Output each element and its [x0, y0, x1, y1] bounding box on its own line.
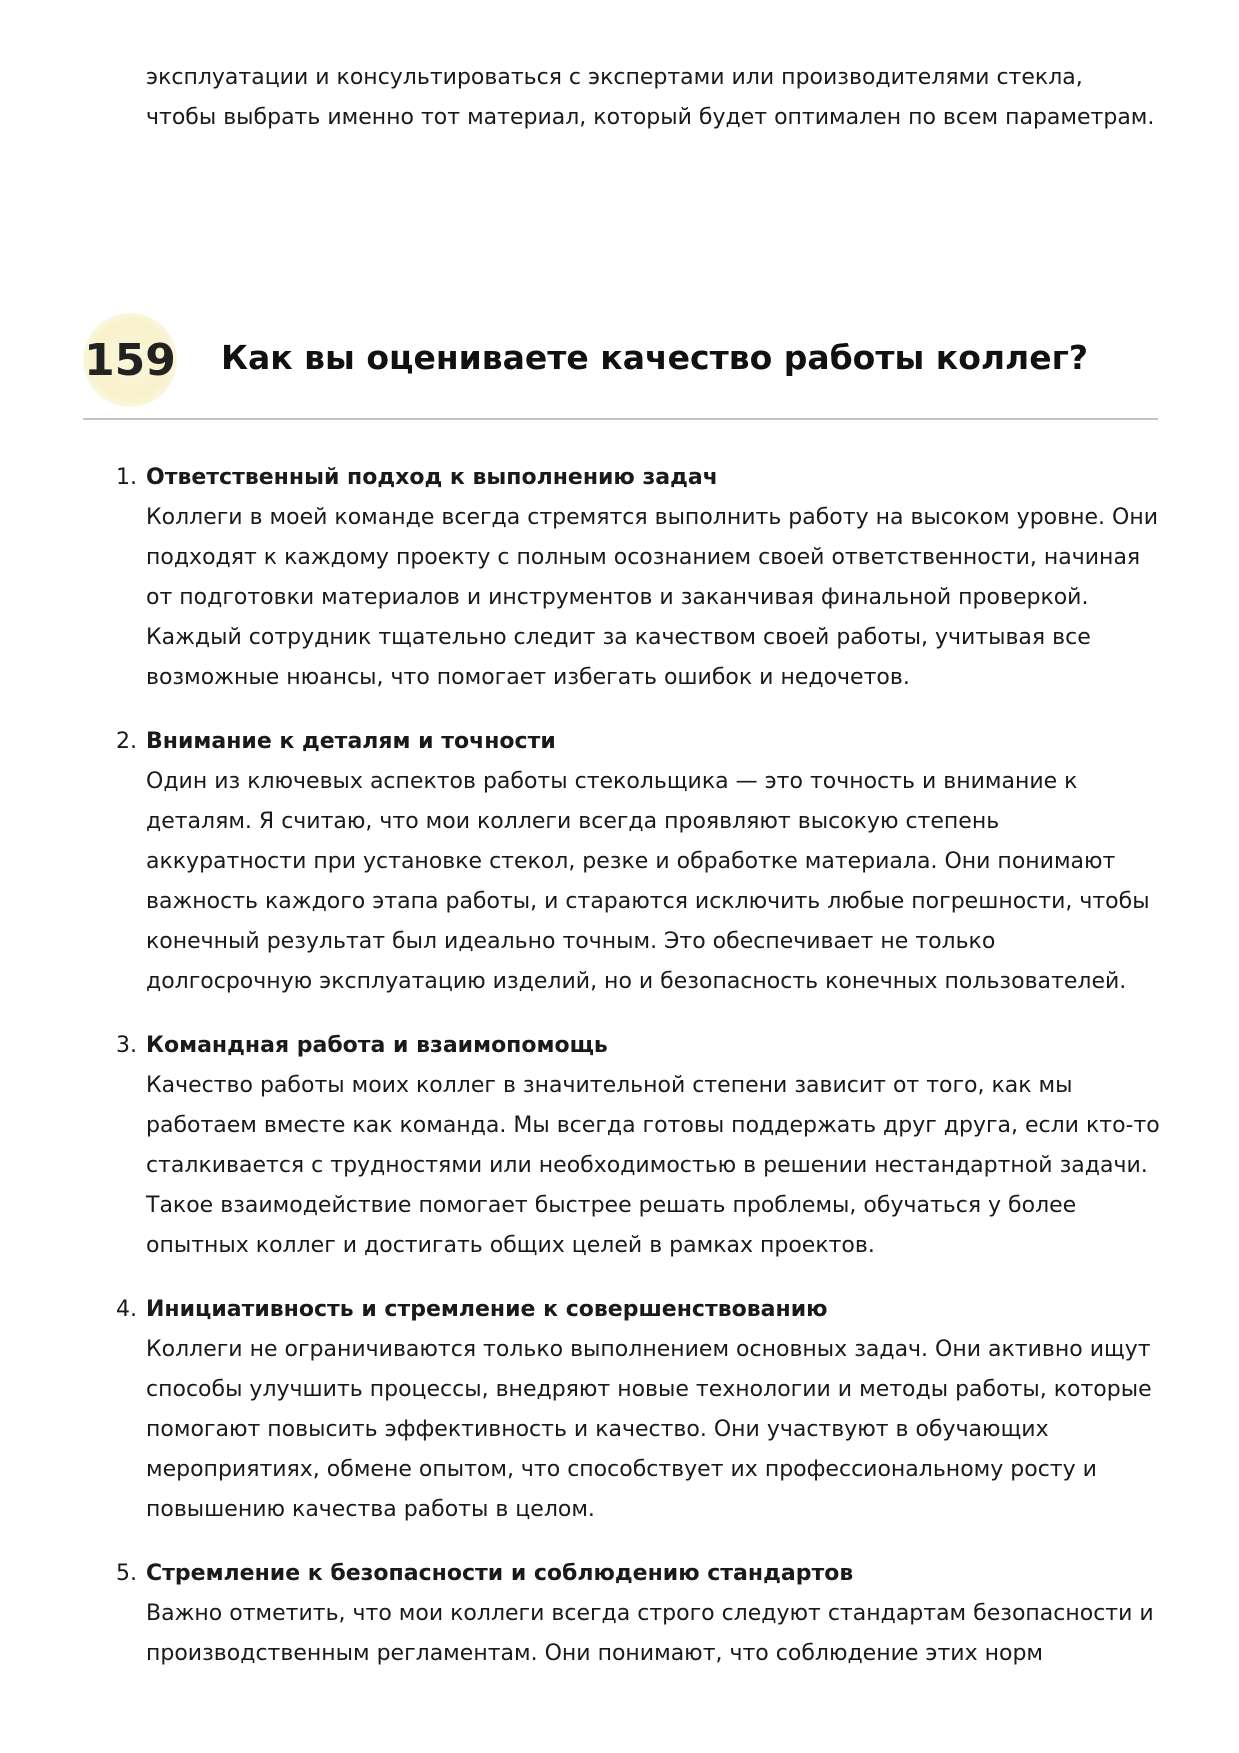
answer-number: 2. [116, 729, 137, 754]
answer-list [116, 458, 1160, 1698]
question-number-badge: 159 [83, 313, 177, 407]
answer-title: Ответственный подход к выполнению задач [146, 465, 718, 490]
answer-number: 1. [116, 465, 137, 490]
question-header [83, 308, 1158, 420]
intro-paragraph: эксплуатации и консультироваться с экспертами или производителями стекла, чтобы выбрать именно тот материал, который будет оптимален по всем параметрам. [146, 65, 1155, 130]
answer-text: Качество работы моих коллег в значительной степени зависит от того, как мы работаем вместе как команда. Мы всегда готовы поддержать друг друга, если кто-то сталкивается с трудностями или необходимостью в решении нестандартной задачи. Такое взаимодействие помогает быстрее решать проблемы, обучаться у более опытных коллег и достигать общих целей в рамках проектов. [146, 1073, 1160, 1258]
answer-item-3 [116, 1026, 1160, 1266]
answer-item-5 [116, 1554, 1160, 1674]
answer-title: Командная работа и взаимопомощь [146, 1033, 608, 1058]
answer-text: Один из ключевых аспектов работы стекольщика — это точность и внимание к деталям. Я считаю, что мои коллеги всегда проявляют высокую степень аккуратности при установке стекол, резке и обработке материала. Они понимают важность каждого этапа работы, и стараются исключить любые погрешности, чтобы конечный результат был идеально точным. Это обеспечивает не только долгосрочную эксплуатацию изделий, но и безопасность конечных пользователей. [146, 769, 1150, 994]
answer-item-2 [116, 722, 1160, 1002]
answer-text: Важно отметить, что мои коллеги всегда строго следуют стандартам безопасности и производственным регламентам. Они понимают, что соблюдение этих норм [146, 1601, 1154, 1666]
answer-number: 5. [116, 1561, 137, 1586]
answer-item-1 [116, 458, 1160, 698]
answer-title: Стремление к безопасности и соблюдению стандартов [146, 1561, 854, 1586]
answer-item-4 [116, 1290, 1160, 1530]
answer-number: 4. [116, 1297, 137, 1322]
answer-title: Инициативность и стремление к совершенствованию [146, 1297, 828, 1322]
answer-number: 3. [116, 1033, 137, 1058]
question-title: Как вы оцениваете качество работы коллег? [221, 338, 1088, 377]
answer-title: Внимание к деталям и точности [146, 729, 556, 754]
answer-text: Коллеги в моей команде всегда стремятся выполнить работу на высоком уровне. Они подходят к каждому проекту с полным осознанием своей ответственности, начиная от подготовки материалов и инструментов и заканчивая финальной проверкой. Каждый сотрудник тщательно следит за качеством своей работы, учитывая все возможные нюансы, что помогает избегать ошибок и недочетов. [146, 505, 1158, 690]
answer-text: Коллеги не ограничиваются только выполнением основных задач. Они активно ищут способы улучшить процессы, внедряют новые технологии и методы работы, которые помогают повысить эффективность и качество. Они участвуют в обучающих мероприятиях, обмене опытом, что способствует их профессиональному росту и повышению качества работы в целом. [146, 1337, 1152, 1522]
